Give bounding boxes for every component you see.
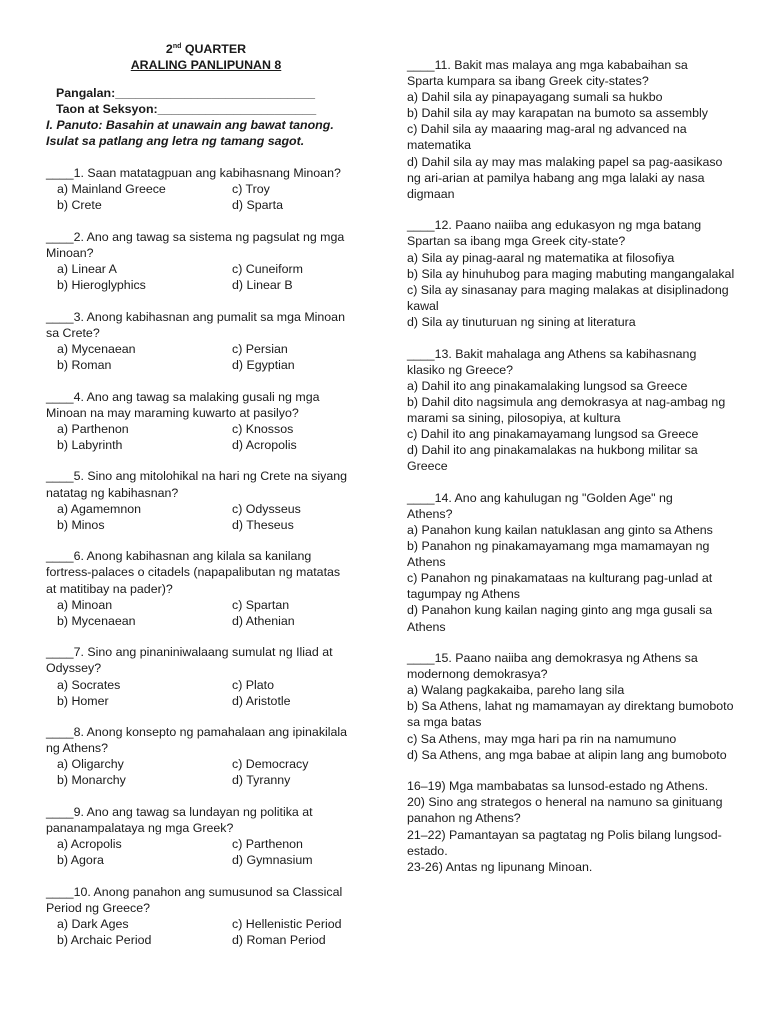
question-block — [46, 884, 366, 948]
option-c[interactable]: c) Hellenistic Period — [232, 917, 342, 932]
question-text: fortress-palaces o citadels (napapalibutan ng matatas — [46, 565, 341, 580]
option-c[interactable]: c) Troy — [232, 182, 270, 197]
instruction-line: Isulat sa patlang ang letra ng tamang sagot. — [46, 134, 305, 149]
option-d[interactable]: d) Acropolis — [232, 437, 297, 452]
answer-option[interactable]: a) Dahil ito ang pinakamalaking lungsod sa Greece — [407, 378, 688, 393]
option-d[interactable]: d) Athenian — [232, 613, 295, 628]
identification-item: 16–19) Mga mambabatas sa lunsod-estado ng Athens. — [407, 779, 709, 794]
option-b[interactable]: b) Agora — [57, 853, 104, 868]
question-text: Spartan sa ibang mga Greek city-state? — [407, 234, 626, 249]
question-text: Athens? — [407, 506, 453, 521]
answer-options — [46, 341, 366, 373]
option-a[interactable]: a) Minoan — [57, 597, 113, 612]
question-text: natatag ng kabihasnan? — [46, 485, 179, 500]
question-text: Minoan? — [46, 245, 94, 260]
question-text: ____8. Anong konsepto ng pamahalaan ang ipinakilala — [46, 725, 348, 740]
option-d[interactable]: d) Aristotle — [232, 693, 291, 708]
quarter-ordinal: nd — [172, 42, 182, 50]
option-b[interactable]: b) Hieroglyphics — [57, 278, 146, 293]
question-block — [407, 650, 737, 763]
question-text: Period ng Greece? — [46, 901, 151, 916]
answer-options — [46, 261, 366, 293]
quarter-word: QUARTER — [181, 42, 247, 56]
option-b[interactable]: b) Minos — [57, 517, 105, 532]
right-column — [407, 0, 737, 875]
question-block — [46, 724, 366, 788]
answer-options — [46, 836, 366, 868]
option-b[interactable]: b) Crete — [57, 198, 102, 213]
question-text: Odyssey? — [46, 661, 102, 676]
option-a[interactable]: a) Mycenaean — [57, 341, 136, 356]
left-question-list — [46, 165, 366, 948]
answer-options — [46, 756, 366, 788]
answer-option[interactable]: a) Panahon kung kailan natuklasan ang ginto sa Athens — [407, 522, 713, 537]
option-b[interactable]: b) Archaic Period — [57, 933, 152, 948]
question-text: ____11. Bakit mas malaya ang mga kababaihan sa — [407, 58, 688, 72]
quarter-heading — [46, 41, 366, 57]
answer-option[interactable]: a) Walang pagkakaiba, pareho lang sila — [407, 683, 625, 698]
answer-option[interactable]: c) Dahil ito ang pinakamayamang lungsod sa Greece — [407, 426, 699, 441]
option-c[interactable]: c) Persian — [232, 341, 288, 356]
question-block — [46, 804, 366, 868]
part-two-list — [407, 778, 737, 875]
option-a[interactable]: a) Mainland Greece — [57, 182, 166, 197]
answer-option[interactable]: a) Dahil sila ay pinapayagang sumali sa hukbo — [407, 90, 663, 105]
question-text: ____6. Anong kabihasnan ang kilala sa kanilang — [46, 549, 312, 564]
question-block — [46, 309, 366, 373]
question-block — [46, 165, 366, 213]
question-text: modernong demokrasya? — [407, 667, 548, 682]
question-text: ____1. Saan matatagpuan ang kabihasnang Minoan? — [46, 166, 341, 181]
answer-option[interactable]: b) Panahon ng pinakamayamang mga mamamayan ng Athens — [407, 539, 710, 570]
option-c[interactable]: c) Democracy — [232, 757, 309, 772]
question-text: ____10. Anong panahon ang sumusunod sa Classical — [46, 884, 343, 899]
answer-option[interactable]: d) Sila ay tinuturuan ng sining at literatura — [407, 314, 636, 329]
question-block — [46, 644, 366, 708]
identification-item: 23-26) Antas ng lipunang Minoan. — [407, 859, 593, 874]
section-field[interactable]: Taon at Seksyon:_______________________ — [56, 102, 317, 117]
question-text: ____4. Ano ang tawag sa malaking gusali ng mga — [46, 389, 320, 404]
answer-option[interactable]: b) Dahil dito nagsimula ang demokrasya at nag-ambag ng marami sa sining, pilosopiya, at kultura — [407, 394, 726, 425]
question-text: pananampalataya ng mga Greek? — [46, 821, 234, 836]
option-c[interactable]: c) Cuneiform — [232, 262, 303, 277]
question-block — [407, 57, 737, 202]
quarter-number: 2 — [165, 42, 173, 56]
option-b[interactable]: b) Homer — [57, 693, 109, 708]
option-c[interactable]: c) Parthenon — [232, 837, 303, 852]
question-block — [46, 229, 366, 293]
question-text: ____15. Paano naiiba ang demokrasya ng Athens sa — [407, 651, 698, 666]
instruction-line: I. Panuto: Basahin at unawain ang bawat tanong. — [46, 118, 334, 133]
answer-options — [46, 421, 366, 453]
option-b[interactable]: b) Monarchy — [57, 773, 126, 788]
option-d[interactable]: d) Gymnasium — [232, 853, 313, 868]
question-text: ng Athens? — [46, 741, 109, 756]
option-b[interactable]: b) Labyrinth — [57, 437, 123, 452]
answer-option[interactable]: c) Sa Athens, may mga hari pa rin na namumuno — [407, 731, 677, 746]
option-d[interactable]: d) Egyptian — [232, 358, 295, 372]
identification-item: 21–22) Pamantayan sa pagtatag ng Polis bilang lungsod-estado. — [407, 827, 722, 858]
answer-option[interactable]: b) Dahil sila ay may karapatan na bumoto sa assembly — [407, 106, 708, 121]
question-text: ____14. Ano ang kahulugan ng "Golden Age" ng — [407, 490, 673, 505]
answer-options — [46, 501, 366, 533]
question-text: ____3. Anong kabihasnan ang pumalit sa mga Minoan — [46, 309, 345, 324]
question-text: at matitibay na pader)? — [46, 581, 173, 596]
answer-option[interactable]: a) Sila ay pinag-aaral ng matematika at filosofiya — [407, 250, 675, 265]
question-text: klasiko ng Greece? — [407, 362, 514, 377]
question-block — [46, 548, 366, 628]
question-text: ____5. Sino ang mitolohikal na hari ng Crete na siyang — [46, 469, 348, 484]
question-block — [46, 468, 366, 532]
option-a[interactable]: a) Acropolis — [57, 837, 122, 852]
question-block — [407, 490, 737, 635]
option-d[interactable]: d) Sparta — [232, 198, 283, 213]
option-c[interactable]: c) Plato — [232, 677, 275, 692]
question-text: ____13. Bakit mahalaga ang Athens sa kabihasnang — [407, 346, 697, 361]
option-c[interactable]: c) Knossos — [232, 421, 294, 436]
option-d[interactable]: d) Roman Period — [232, 933, 326, 948]
option-a[interactable]: a) Linear A — [57, 262, 117, 277]
answer-options — [46, 677, 366, 709]
answer-options — [46, 916, 366, 948]
option-a[interactable]: a) Agamemnon — [57, 501, 142, 516]
option-a[interactable]: a) Parthenon — [57, 421, 129, 436]
question-text: ____9. Ano ang tawag sa lundayan ng politika at — [46, 805, 313, 820]
answer-option[interactable]: c) Panahon ng pinakamataas na kulturang pag-unlad at tagumpay ng Athens — [407, 571, 713, 602]
question-block — [46, 389, 366, 453]
option-a[interactable]: a) Oligarchy — [57, 757, 124, 772]
option-d[interactable]: d) Linear B — [232, 278, 293, 293]
option-a[interactable]: a) Socrates — [57, 677, 121, 692]
question-text: ____7. Sino ang pinaniniwalaang sumulat ng Iliad at — [46, 645, 333, 660]
question-text: sa Crete? — [46, 325, 100, 340]
answer-option[interactable]: b) Sila ay hinuhubog para maging mabuting mangangalakal — [407, 266, 735, 281]
option-b[interactable]: b) Mycenaean — [57, 613, 136, 628]
answer-option[interactable]: d) Panahon kung kailan naging ginto ang mga gusali sa Athens — [407, 603, 713, 634]
left-column — [46, 0, 366, 948]
question-text: ____12. Paano naiiba ang edukasyon ng mga batang — [407, 218, 702, 233]
answer-option[interactable]: c) Dahil sila ay maaaring mag-aral ng advanced na matematika — [407, 122, 687, 153]
question-block — [407, 217, 737, 330]
identification-item: 20) Sino ang strategos o heneral na namuno sa ginituang panahon ng Athens? — [407, 795, 723, 826]
answer-option[interactable]: d) Dahil sila ay may mas malaking papel sa pag-aasikaso ng ari-arian at pamilya habang ang mga lalaki ay nasa digmaan — [407, 154, 723, 201]
answer-option[interactable]: c) Sila ay sinasanay para maging malakas at disiplinadong kawal — [407, 282, 729, 313]
name-field[interactable]: Pangalan:_____________________________ — [56, 86, 316, 101]
question-block — [407, 346, 737, 475]
option-c[interactable]: c) Odysseus — [232, 501, 301, 516]
option-d[interactable]: d) Tyranny — [232, 773, 291, 788]
answer-option[interactable]: d) Sa Athens, ang mga babae at alipin lang ang bumoboto — [407, 747, 727, 762]
option-d[interactable]: d) Theseus — [232, 517, 294, 532]
answer-option[interactable]: b) Sa Athens, lahat ng mamamayan ay direktang bumoboto sa mga batas — [407, 699, 734, 730]
option-b[interactable]: b) Roman — [57, 358, 112, 372]
right-question-list — [407, 57, 737, 763]
question-text: Minoan na may maraming kuwarto at pasilyo? — [46, 405, 299, 420]
answer-option[interactable]: d) Dahil ito ang pinakamalakas na hukbong militar sa Greece — [407, 443, 698, 474]
subject-title: ARALING PANLIPUNAN 8 — [130, 58, 282, 73]
answer-options — [46, 597, 366, 629]
option-a[interactable]: a) Dark Ages — [57, 917, 129, 932]
question-text: Sparta kumpara sa ibang Greek city-states? — [407, 74, 649, 89]
option-c[interactable]: c) Spartan — [232, 597, 290, 612]
answer-options — [46, 181, 366, 213]
question-text: ____2. Ano ang tawag sa sistema ng pagsulat ng mga — [46, 229, 345, 244]
